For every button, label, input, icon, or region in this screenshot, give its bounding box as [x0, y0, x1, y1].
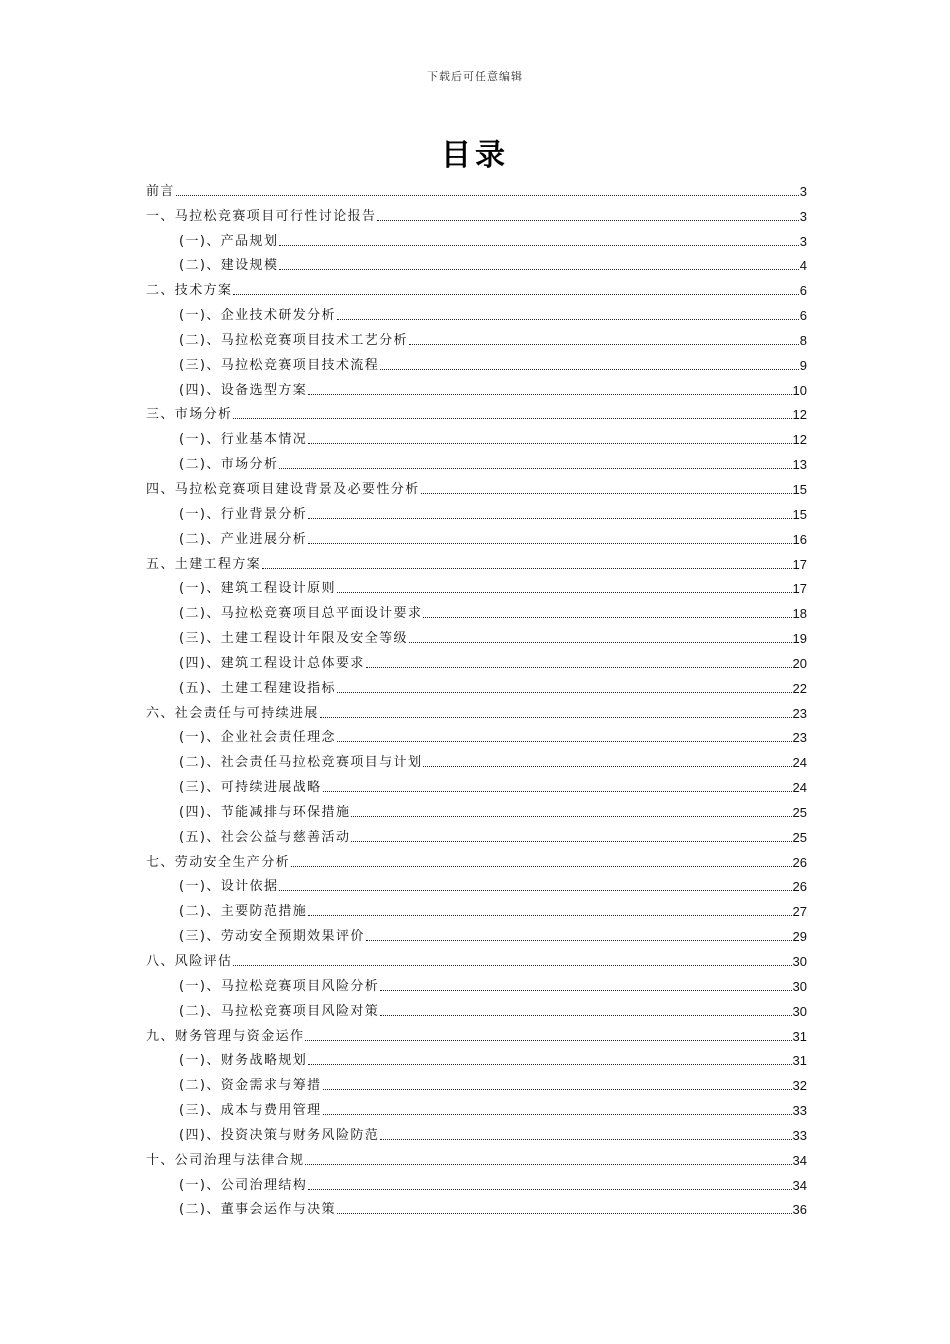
- toc-entry-page-number: 24: [792, 755, 807, 771]
- toc-entry-page-number: 23: [792, 730, 807, 746]
- toc-entry-label: 一、马拉松竞赛项目可行性讨论报告: [146, 208, 377, 224]
- toc-entry-label: (三)、可持续进展战略: [179, 780, 322, 796]
- toc-entry-page-number: 26: [792, 854, 807, 870]
- toc-entry-label: (二)、建设规模: [179, 258, 279, 274]
- toc-dot-leader: [233, 294, 798, 295]
- toc-section-entry[interactable]: [146, 1195, 807, 1220]
- toc-section-entry[interactable]: [146, 1095, 807, 1120]
- toc-entry-page-number: 4: [799, 258, 807, 274]
- toc-section-entry[interactable]: [146, 424, 807, 449]
- toc-entry-label: (一)、建筑工程设计原则: [179, 581, 336, 597]
- toc-entry-label: (一)、财务战略规划: [179, 1053, 308, 1069]
- toc-entry-page-number: 34: [792, 1177, 807, 1193]
- toc-dot-leader: [176, 195, 799, 196]
- toc-dot-leader: [305, 1040, 791, 1041]
- toc-dot-leader: [377, 220, 798, 221]
- toc-dot-leader: [423, 617, 791, 618]
- toc-entry-label: 二、技术方案: [146, 283, 233, 299]
- toc-dot-leader: [366, 940, 792, 941]
- toc-chapter-entry[interactable]: [146, 275, 807, 300]
- toc-section-entry[interactable]: [146, 325, 807, 350]
- toc-dot-leader: [279, 245, 798, 246]
- toc-section-entry[interactable]: [146, 251, 807, 276]
- toc-dot-leader: [233, 418, 791, 419]
- toc-section-entry[interactable]: [146, 747, 807, 772]
- toc-entry-label: (一)、产品规划: [179, 233, 279, 249]
- toc-chapter-entry[interactable]: [146, 176, 807, 201]
- toc-entry-label: (二)、马拉松竞赛项目总平面设计要求: [179, 606, 423, 622]
- toc-dot-leader: [308, 394, 791, 395]
- toc-section-entry[interactable]: [146, 226, 807, 251]
- toc-entry-label: 八、风险评估: [146, 954, 233, 969]
- toc-entry-label: (一)、行业背景分析: [179, 506, 308, 522]
- toc-dot-leader: [308, 1189, 791, 1190]
- toc-entry-page-number: 3: [799, 208, 807, 224]
- toc-chapter-entry[interactable]: [146, 698, 807, 723]
- toc-section-entry[interactable]: [146, 598, 807, 623]
- toc-section-entry[interactable]: [146, 996, 807, 1021]
- toc-section-entry[interactable]: [146, 574, 807, 599]
- toc-section-entry[interactable]: [146, 921, 807, 946]
- toc-section-entry[interactable]: [146, 1170, 807, 1195]
- toc-entry-label: (一)、企业社会责任理念: [179, 730, 336, 746]
- toc-chapter-entry[interactable]: [146, 1145, 807, 1170]
- toc-entry-label: 四、马拉松竞赛项目建设背景及必要性分析: [146, 481, 420, 497]
- toc-dot-leader: [380, 990, 791, 991]
- toc-entry-label: (二)、市场分析: [179, 457, 279, 473]
- toc-entry-label: (三)、马拉松竞赛项目技术流程: [179, 357, 380, 373]
- toc-entry-label: (一)、公司治理结构: [179, 1177, 308, 1193]
- toc-section-entry[interactable]: [146, 822, 807, 847]
- toc-chapter-entry[interactable]: [146, 847, 807, 872]
- toc-entry-page-number: 30: [792, 954, 807, 969]
- toc-entry-page-number: 19: [792, 631, 807, 647]
- toc-entry-page-number: 15: [792, 506, 807, 522]
- toc-entry-page-number: 26: [792, 879, 807, 895]
- toc-dot-leader: [308, 443, 791, 444]
- toc-entry-label: (四)、设备选型方案: [179, 382, 308, 398]
- toc-entry-page-number: 34: [792, 1152, 807, 1168]
- toc-entry-page-number: 3: [799, 233, 807, 249]
- toc-entry-page-number: 27: [792, 904, 807, 920]
- toc-section-entry[interactable]: [146, 896, 807, 921]
- toc-dot-leader: [337, 692, 792, 693]
- toc-dot-leader: [421, 493, 792, 494]
- toc-entry-label: (一)、行业基本情况: [179, 432, 308, 448]
- toc-entry-page-number: 13: [792, 457, 807, 473]
- toc-entry-page-number: 10: [792, 382, 807, 398]
- toc-entry-label: (二)、马拉松竞赛项目技术工艺分析: [179, 332, 408, 348]
- toc-dot-leader: [308, 543, 791, 544]
- toc-dot-leader: [351, 841, 791, 842]
- toc-dot-leader: [337, 741, 792, 742]
- toc-entry-label: (二)、马拉松竞赛项目风险对策: [179, 1003, 380, 1019]
- toc-entry-label: 七、劳动安全生产分析: [146, 854, 291, 870]
- toc-dot-leader: [337, 592, 792, 593]
- toc-entry-page-number: 25: [792, 804, 807, 820]
- toc-section-entry[interactable]: [146, 524, 807, 549]
- toc-dot-leader: [351, 816, 791, 817]
- toc-entry-label: (二)、资金需求与筹措: [179, 1078, 322, 1094]
- toc-entry-page-number: 20: [792, 655, 807, 671]
- toc-entry-page-number: 25: [792, 829, 807, 845]
- toc-entry-page-number: 33: [792, 1127, 807, 1143]
- toc-entry-label: 三、市场分析: [146, 407, 233, 423]
- toc-entry-label: (二)、主要防范措施: [179, 904, 308, 920]
- toc-chapter-entry[interactable]: [146, 549, 807, 574]
- toc-entry-label: 十、公司治理与法律合规: [146, 1152, 305, 1168]
- toc-entry-page-number: 17: [792, 581, 807, 597]
- toc-entry-page-number: 32: [792, 1078, 807, 1094]
- toc-entry-label: (五)、土建工程建设指标: [179, 680, 336, 696]
- toc-dot-leader: [308, 1064, 791, 1065]
- toc-entry-label: (二)、社会责任马拉松竞赛项目与计划: [179, 755, 423, 771]
- toc-dot-leader: [320, 717, 792, 718]
- toc-entry-page-number: 6: [799, 308, 807, 324]
- toc-entry-label: (三)、劳动安全预期效果评价: [179, 929, 365, 945]
- toc-entry-page-number: 36: [792, 1202, 807, 1218]
- toc-entry-page-number: 8: [799, 332, 807, 348]
- toc-entry-page-number: 31: [792, 1028, 807, 1044]
- toc-dot-leader: [323, 791, 792, 792]
- toc-section-entry[interactable]: [146, 350, 807, 375]
- toc-dot-leader: [366, 667, 792, 668]
- toc-dot-leader: [291, 866, 792, 867]
- toc-dot-leader: [323, 1089, 792, 1090]
- toc-section-entry[interactable]: [146, 499, 807, 524]
- toc-entry-page-number: 33: [792, 1103, 807, 1119]
- toc-section-entry[interactable]: [146, 300, 807, 325]
- table-of-contents: [146, 176, 807, 1219]
- page-title: 目录: [441, 138, 509, 173]
- toc-entry-label: (五)、社会公益与慈善活动: [179, 829, 351, 845]
- toc-entry-page-number: 29: [792, 929, 807, 945]
- toc-entry-page-number: 23: [792, 705, 807, 721]
- toc-section-entry[interactable]: [146, 872, 807, 897]
- toc-entry-page-number: 16: [792, 531, 807, 547]
- toc-chapter-entry[interactable]: [146, 1021, 807, 1046]
- toc-entry-label: (三)、土建工程设计年限及安全等级: [179, 631, 408, 647]
- toc-entry-page-number: 6: [799, 283, 807, 299]
- toc-entry-label: (一)、马拉松竞赛项目风险分析: [179, 978, 380, 994]
- toc-dot-leader: [323, 1114, 792, 1115]
- toc-entry-label: 前言: [146, 183, 175, 199]
- toc-dot-leader: [279, 890, 791, 891]
- toc-dot-leader: [380, 1015, 791, 1016]
- toc-entry-label: (二)、董事会运作与决策: [179, 1202, 336, 1218]
- toc-entry-page-number: 24: [792, 780, 807, 796]
- toc-chapter-entry[interactable]: [146, 474, 807, 499]
- toc-entry-page-number: 17: [792, 556, 807, 572]
- toc-section-entry[interactable]: [146, 1046, 807, 1071]
- toc-entry-page-number: 30: [792, 1003, 807, 1019]
- toc-section-entry[interactable]: [146, 648, 807, 673]
- toc-dot-leader: [409, 642, 792, 643]
- toc-entry-label: (四)、节能减排与环保措施: [179, 804, 351, 820]
- toc-dot-leader: [380, 369, 799, 370]
- toc-dot-leader: [337, 319, 799, 320]
- toc-entry-label: (一)、企业技术研发分析: [179, 308, 336, 324]
- toc-entry-label: (二)、产业进展分析: [179, 531, 308, 547]
- toc-entry-page-number: 31: [792, 1053, 807, 1069]
- toc-dot-leader: [279, 468, 791, 469]
- toc-entry-page-number: 18: [792, 606, 807, 622]
- toc-dot-leader: [380, 1139, 791, 1140]
- toc-section-entry[interactable]: [146, 673, 807, 698]
- toc-section-entry[interactable]: [146, 1070, 807, 1095]
- toc-entry-label: (三)、成本与费用管理: [179, 1103, 322, 1119]
- toc-dot-leader: [305, 1164, 791, 1165]
- toc-entry-label: (四)、建筑工程设计总体要求: [179, 655, 365, 671]
- toc-section-entry[interactable]: [146, 723, 807, 748]
- toc-chapter-entry[interactable]: [146, 946, 807, 971]
- toc-entry-page-number: 22: [792, 680, 807, 696]
- toc-entry-label: 五、土建工程方案: [146, 556, 262, 572]
- toc-entry-page-number: 30: [792, 978, 807, 994]
- toc-entry-page-number: 9: [799, 357, 807, 373]
- toc-entry-label: 六、社会责任与可持续进展: [146, 705, 319, 721]
- toc-section-entry[interactable]: [146, 971, 807, 996]
- toc-section-entry[interactable]: [146, 772, 807, 797]
- toc-chapter-entry[interactable]: [146, 400, 807, 425]
- toc-section-entry[interactable]: [146, 375, 807, 400]
- toc-section-entry[interactable]: [146, 623, 807, 648]
- toc-dot-leader: [308, 518, 791, 519]
- toc-dot-leader: [279, 269, 798, 270]
- toc-section-entry[interactable]: [146, 797, 807, 822]
- header-note: 下载后可任意编辑: [427, 70, 523, 83]
- toc-dot-leader: [262, 568, 791, 569]
- toc-dot-leader: [308, 915, 791, 916]
- toc-section-entry[interactable]: [146, 1120, 807, 1145]
- toc-entry-label: (四)、投资决策与财务风险防范: [179, 1127, 380, 1143]
- toc-entry-label: 九、财务管理与资金运作: [146, 1028, 305, 1044]
- toc-dot-leader: [409, 344, 799, 345]
- toc-chapter-entry[interactable]: [146, 201, 807, 226]
- toc-entry-label: (一)、设计依据: [179, 879, 279, 895]
- toc-entry-page-number: 12: [792, 407, 807, 423]
- toc-entry-page-number: 12: [792, 432, 807, 448]
- toc-entry-page-number: 15: [792, 481, 807, 497]
- toc-dot-leader: [233, 965, 791, 966]
- toc-section-entry[interactable]: [146, 449, 807, 474]
- toc-dot-leader: [423, 766, 791, 767]
- toc-entry-page-number: 3: [799, 183, 807, 199]
- toc-dot-leader: [337, 1213, 792, 1214]
